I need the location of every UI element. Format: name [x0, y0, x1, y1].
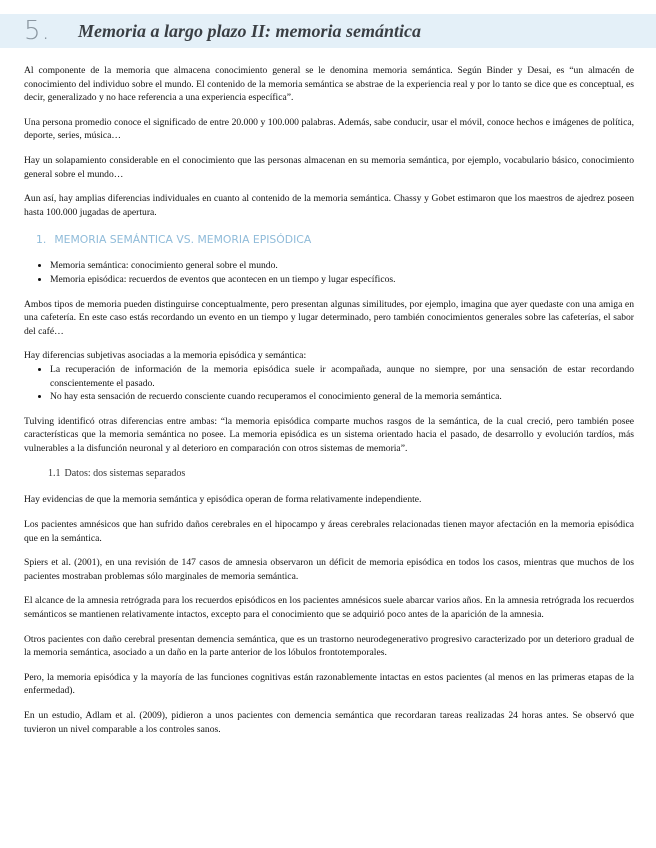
subsection-title: Datos: dos sistemas separados — [64, 468, 186, 480]
list-item: • Memoria episódica: recuerdos de eventos que acontecen en un tiempo y lugar específicos. — [50, 273, 634, 287]
differences-list — [24, 363, 634, 404]
intro-paragraph: Hay un solapamiento considerable en el conocimiento que las personas almacenan en su memoria semántica, por ejemplo, vocabulario básico, conocimiento general sobre el mundo… — [24, 154, 634, 180]
intro-paragraph: Al componente de la memoria que almacena conocimiento general se le denomina memoria semántica. Según Binder y Desai, es “un almacén de conocimiento del individuo sobre el mundo. El contenido de la memoria semántica se abstrae de la experiencia real y por lo tanto se dice que es conceptual, es decir, generalizado y no hace referencia a una experiencia específica”. — [24, 65, 634, 104]
body-paragraph: En un estudio, Adlam et al. (2009), pidieron a unos pacientes con demencia semántica que recordaran tareas realizadas 24 horas antes. Se observó que tuvieron un nivel comparable a los controles sanos. — [24, 710, 634, 735]
body-paragraph: Los pacientes amnésicos que han sufrido daños cerebrales en el hipocampo y áreas cerebrales relacionadas tienen mayor afectación en la memoria episódica que en la semántica. — [24, 519, 634, 544]
subsection-number: 1.1 — [48, 468, 61, 480]
list-item: • No hay esta sensación de recuerdo consciente cuando recuperamos el conocimiento general de la memoria semántica. — [50, 390, 634, 404]
list-item: • Memoria semántica: conocimiento general sobre el mundo. — [50, 259, 634, 273]
body-paragraph: Hay diferencias subjetivas asociadas a la memoria episódica y semántica: — [24, 350, 307, 362]
list-item: • La recuperación de información de la memoria episódica suele ir acompañada, aunque no siempre, por una sensación de estar recordando conscientemente el pasado. — [50, 363, 634, 390]
body-paragraph: Hay evidencias de que la memoria semántica y episódica operan de forma relativamente independiente. — [24, 494, 422, 506]
body-paragraph: El alcance de la amnesia retrógrada para los recuerdos episódicos en los pacientes amnésicos suele abarcar varios años. En la amnesia retrógrada los recuerdos semánticos se mantienen relativamente intactos, excepto para el conocimiento que se adquirió poco antes de la aparición de la amnesia. — [24, 595, 634, 621]
body-paragraph: Tulving identificó otras diferencias entre ambas: “la memoria episódica comparte muchos rasgos de la semántica, de la cual creció, pero también posee características que la memoria semántica no posee. La memoria episódica es un sistema orientado hacia el pasado, de desarrollo y evolución tardíos, más vulnerables a la disfunción neuronal y al deterioro en comparación con otros sistemas de memoria”. — [24, 415, 634, 454]
intro-paragraph: Una persona promedio conoce el significado de entre 20.000 y 100.000 palabras. Además, sabe conducir, usar el móvil, conoce hechos e imágenes de política, deporte, series, música… — [24, 116, 634, 142]
chapter-title: Memoria a largo plazo II: memoria semántica — [78, 21, 422, 41]
body-paragraph: Spiers et al. (2001), en una revisión de 147 casos de amnesia observaron un déficit de memoria episódica en todos los casos, mientras que muchos de los pacientes mostraban problemas sólo marginales de memoria semántica. — [24, 557, 634, 582]
document-body — [24, 64, 634, 747]
body-paragraph: Pero, la memoria episódica y la mayoría de las funciones cognitivas están razonablemente intactas en estos pacientes (al menos en las primeras etapas de la enfermedad). — [24, 671, 634, 697]
body-paragraph: Ambos tipos de memoria pueden distinguirse conceptualmente, pero presentan algunas similitudes, por ejemplo, imagina que ayer quedaste con una amiga en una cafetería. En este caso estás recordando un evento en un tiempo y lugar determinado, pero también conocimientos generales sobre las cafeterías, el sabor del café… — [24, 298, 634, 337]
definition-list — [24, 259, 634, 286]
body-paragraph: Otros pacientes con daño cerebral presentan demencia semántica, que es un trastorno neurodegenerativo progresivo caracterizado por un deterioro gradual de la memoria semántica, asociado a un daño en la parte anterior de los lóbulos frontotemporales. — [24, 633, 634, 659]
chapter-number: 5. — [24, 16, 51, 46]
section-number: 1. — [36, 233, 47, 247]
section-title: MEMORIA SEMÁNTICA VS. MEMORIA EPISÓDICA — [54, 233, 312, 247]
intro-paragraph: Aun así, hay amplias diferencias individuales en cuanto al contenido de la memoria semántica. Chassy y Gobet estimaron que los maestros de ajedrez poseen hasta 100.000 jugadas de apertura. — [24, 193, 634, 218]
section-heading — [36, 233, 634, 247]
subsection-heading — [48, 467, 634, 481]
